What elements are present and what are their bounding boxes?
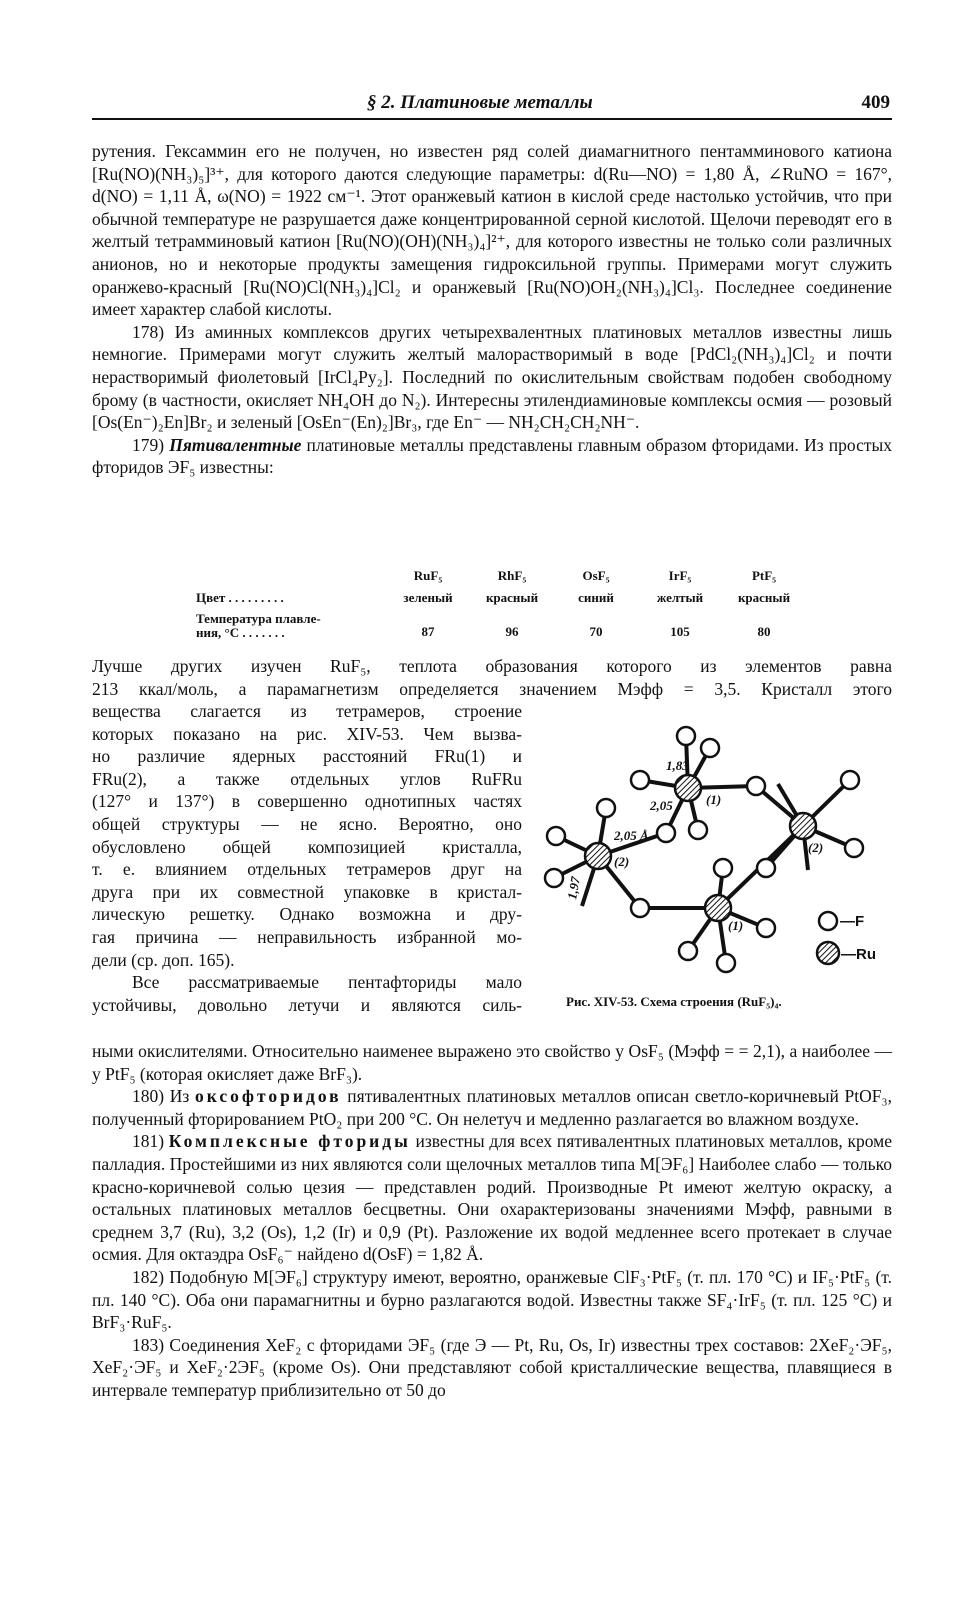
table-col-header: PtF₅ — [751, 568, 777, 583]
f-atom — [701, 739, 719, 757]
narrow-column — [92, 700, 522, 1016]
paragraph-continued: ными окислителями. Относительно наименее выражено это свойство у OsF₅ (Mэфф = = 2,1), а наиболее — у PtF₅ (которая окисляет даже BrF₃). — [92, 1041, 892, 1084]
ru-atom — [585, 843, 611, 869]
table-row-melting — [196, 609, 806, 643]
table-row-color — [196, 587, 806, 609]
f-atom — [547, 827, 565, 845]
text-line: но различие ядерных расстояний FRu(1) и — [92, 746, 522, 767]
legend-ru-label: —Ru — [841, 946, 876, 963]
table-cell: 96 — [505, 624, 519, 639]
table-col-header: RuF₅ — [413, 568, 443, 583]
section-title: § 2. Платиновые металлы — [367, 92, 593, 113]
paragraph-178: 178) Из аминных комплексов других четырехвалентных платиновых металлов известны лишь немногие. Примерами могут служить желтый малорастворимый в воде [PdCl₂(NH₃)₄]Cl₂ и почти нерастворимый фиолетовый [IrCl₄Py₂]. Последний по окислительным свойствам подобен свободному брому (в частности, окисляет NH₄OH до N₂). Интересны этилендиаминовые комплексы осмия — розовый [Os(En⁻)₂En]Br₂ и зеленый [OsEn⁻(En)₂]Br₃, где En⁻ — NH₂CH₂CH₂NH⁻. — [92, 321, 892, 433]
table-cell: желтый — [656, 590, 704, 605]
text-block-top — [92, 140, 892, 479]
table-cell: 87 — [421, 624, 435, 639]
label-distance-183: 1,83 — [666, 758, 689, 773]
label-ru1-bottom: (1) — [728, 918, 744, 933]
text-line: т. е. влиянием отдельных тетрамеров друг на — [92, 859, 522, 880]
f-atom — [841, 771, 859, 789]
f-atom — [845, 839, 863, 857]
label-ru2-left: (2) — [614, 854, 630, 869]
pentafluoride-table — [196, 565, 806, 643]
ruf5-tetramer-diagram — [538, 718, 898, 1008]
f-atom — [631, 771, 649, 789]
label-ru1-top: (1) — [706, 792, 722, 807]
text-line: которых показано на рис. XIV-53. Чем вызва- — [92, 723, 522, 744]
f-atom — [545, 869, 563, 887]
f-atom — [747, 777, 765, 795]
text-after-figure — [92, 1040, 892, 1402]
text-after-table — [92, 655, 892, 700]
text-line: устойчивы, довольно летучи и являются силь- — [92, 994, 522, 1015]
f-atom — [757, 919, 775, 937]
f-atom — [597, 799, 615, 817]
legend-f-label: —F — [840, 913, 865, 930]
text-line: гая причина — неправильность избранной мо- — [92, 926, 522, 947]
structure-figure — [538, 718, 898, 1014]
table-cell: 80 — [757, 624, 771, 639]
paragraph-181: 181) Комплексные фториды известны для всех пятивалентных платиновых металлов, кроме палладия. Простейшими из них являются соли щелочных металлов типа M[ЭF₆] Наиболее слабо — только красно-коричневой солью цезия — представлен родий. Производные Pt имеют желтую окраску, а остальных платиновых металлов бесцветны. Они охарактеризованы значениями Mэфф, равными в среднем 3,7 (Ru), 3,2 (Os), 1,2 (Ir) и 0,9 (Pt). Разложение их водой медленнее всего протекает в случае осмия. Для октаэдра OsF₆⁻ найдено d(OsF) = 1,82 Å. — [92, 1131, 892, 1265]
label-ru2-right: (2) — [808, 840, 824, 855]
table-cell: 70 — [589, 624, 603, 639]
table-cell: 105 — [670, 624, 690, 639]
table-cell: зеленый — [403, 590, 453, 605]
f-atom — [677, 727, 695, 745]
f-atom — [717, 954, 735, 972]
legend-ru-atom — [817, 942, 839, 964]
running-header — [92, 92, 892, 120]
f-atom — [714, 859, 732, 877]
table-col-header: IrF₅ — [668, 568, 692, 583]
f-atom — [689, 821, 707, 839]
paragraph-179 — [92, 434, 892, 479]
text-line: Все рассматриваемые пентафториды мало — [132, 972, 522, 993]
text-line: FRu(2), а также отдельных углов RuFRu — [92, 768, 522, 789]
row-label-melting: Температура плавле- ния, °С . . . . . . . — [196, 611, 321, 640]
text-line: обусловлено общей композицией кристалла, — [92, 836, 522, 857]
term-oxofluorides: оксофторидов — [195, 1086, 342, 1107]
f-atom — [757, 859, 775, 877]
paragraph-180: 180) Из оксофторидов пятивалентных платиновых металлов описан светло-коричневый PtOF₃, полученный фторированием PtO₂ при 200 °С. Он нелетуч и медленно разлагается во влажном воздухе. — [92, 1086, 892, 1129]
f-atom — [657, 824, 675, 842]
text-line: общей структуры — не ясно. Вероятно, оно — [92, 813, 522, 834]
page-number: 409 — [861, 92, 890, 113]
legend — [840, 913, 876, 963]
paragraph-179-number: 179) — [132, 434, 165, 455]
text-line: (127° и 137°) в совершенно однотипных частях — [92, 791, 522, 812]
ru-atom — [675, 775, 701, 801]
figure-caption: Рис. XIV-53. Схема строения (RuF₅)₄. — [566, 994, 782, 1009]
paragraph-183: 183) Соединения XeF₂ с фторидами ЭF₅ (где Э — Pt, Ru, Os, Ir) известны трех составов: 2XeF₂·ЭF₅, XeF₂·ЭF₅ и XeF₂·2ЭF₅ (кроме Os). Они представляют собой кристаллические вещества, плавящиеся в интервале температур приблизительно от 50 до — [92, 1334, 892, 1400]
table-cell: красный — [485, 590, 539, 605]
table-col-header: OsF₅ — [582, 568, 610, 583]
f-atom — [631, 899, 649, 917]
text-line: Лучше других изучен RuF₅, теплота образования которого из элементов равна — [92, 656, 892, 676]
label-distance-197: 1,97 — [564, 875, 583, 901]
label-distance-205a: 2,05 — [650, 798, 673, 813]
legend-f-atom — [819, 912, 837, 930]
f-atom — [679, 942, 697, 960]
text-line: 213 ккал/моль, а парамагнетизм определяется значением Mэфф = 3,5. Кристалл этого — [92, 678, 892, 699]
paragraph-179-lead: Пятивалентные — [169, 434, 302, 455]
term-complex-fluorides: Комплексные фториды — [168, 1131, 411, 1152]
table-header-row — [196, 565, 806, 587]
paragraph-179-text: платиновые металлы представлены главным образом фторидами. Из простых фторидов ЭF₅ известны: — [92, 434, 892, 478]
label-distance-205b: 2,05 Å — [614, 828, 649, 843]
row-label-color: Цвет . . . . . . . . . — [196, 590, 284, 605]
table-col-header: RhF₅ — [497, 568, 527, 583]
paragraph-ruthenium-nitrosyl: рутения. Гексаммин его не получен, но известен ряд солей диамагнитного пентамминового катиона [Ru(NO)(NH₃)₅]³⁺, для которого даются следующие параметры: d(Ru—NO) = 1,80 Å, ∠RuNO = 167°, d(NO) = 1,11 Å, ω(NO) = 1922 см⁻¹. Этот оранжевый катион в кислой среде настолько устойчив, что при обычной температуре не разрушается даже концентрированной серной кислотой. Щелочи переводят его в желтый тетрамминовый катион [Ru(NO)(OH)(NH₃)₄]²⁺, для которого известны не только соли различных анионов, но и некоторые продукты замещения гидроксильной группы. Примерами могут служить оранжево-красный [Ru(NO)Cl(NH₃)₄]Cl₂ и оранжевый [Ru(NO)OH₂(NH₃)₄]Cl₃. Последнее соединение имеет характер слабой кислоты. — [92, 141, 892, 320]
text-line: лическую решетку. Однако возможна и дру- — [92, 904, 522, 925]
paragraph-182: 182) Подобную M[ЭF₆] структуру имеют, вероятно, оранжевые ClF₃·PtF₅ (т. пл. 170 °С) и IF₅·PtF₅ (т. пл. 140 °С). Оба они парамагнитны и бурно разлагаются водой. Известны также SF₄·IrF₅ (т. пл. 125 °С) и BrF₃·RuF₅. — [92, 1266, 892, 1333]
text-line: дели (ср. доп. 165). — [92, 949, 235, 970]
ru-atom — [790, 813, 816, 839]
text-line: вещества слагается из тетрамеров, строение — [92, 701, 522, 721]
table-cell: синий — [578, 590, 614, 605]
text-line: друга при их совместной упаковке в кристал- — [92, 881, 522, 902]
table-cell: красный — [737, 590, 791, 605]
